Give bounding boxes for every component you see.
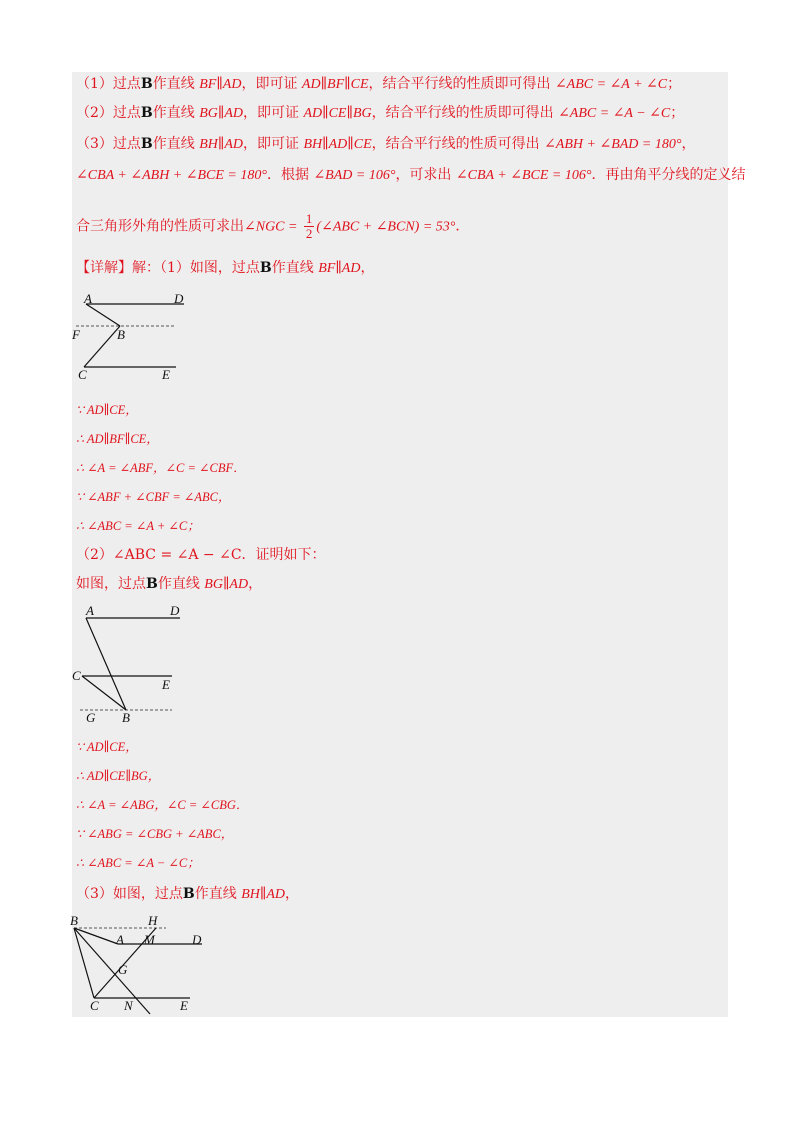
- label-H: H: [148, 913, 158, 928]
- s2-figure-intro: 如图，过点B作直线 BG∥AD，: [76, 576, 263, 592]
- analysis-line-3: （3）过点B作直线 BH∥AD，即可证 BH∥AD∥CE，结合平行线的性质可得出 ∠ABH + ∠BAD = 180°，: [76, 136, 696, 152]
- analysis-line-1: （1）过点B作直线 BF∥AD，即可证 AD∥BF∥CE，结合平行线的性质即可得出 ∠ABC = ∠A + ∠C；: [76, 76, 682, 92]
- analysis-line-5: 合三角形外角的性质可求出∠NGC = $\frac{1}{2}$ (∠ABC + ∠BCN) = 53°．: [76, 211, 470, 241]
- label-E: E: [162, 367, 170, 382]
- label-M: M: [144, 932, 155, 947]
- s2-heading: （2）∠ABC = ∠A − ∠C．证明如下：: [76, 547, 326, 563]
- s2-step-1: ∵ AD∥CE，: [76, 740, 138, 754]
- figure-3: [68, 912, 218, 1016]
- s1-step-3: ∴ ∠A = ∠ABF，∠C = ∠CBF．: [76, 461, 246, 475]
- label-C: C: [90, 998, 99, 1013]
- fraction-half: $\frac{1}{2}$: [305, 211, 313, 241]
- label-B: B: [70, 913, 78, 928]
- s1-step-5: ∴ ∠ABC = ∠A + ∠C；: [76, 519, 200, 533]
- label-D: D: [170, 603, 180, 618]
- detail-header: 【详解】解：（1）如图，过点B作直线 BF∥AD，: [76, 260, 375, 276]
- s2-step-3: ∴ ∠A = ∠ABG，∠C = ∠CBG．: [76, 798, 249, 812]
- label-E: E: [162, 677, 170, 692]
- label-G: G: [86, 710, 96, 725]
- label-A: A: [84, 292, 92, 306]
- label-E: E: [180, 998, 188, 1013]
- label-B: B: [117, 327, 125, 342]
- analysis-line-2: （2）过点B作直线 BG∥AD，即可证 AD∥CE∥BG，结合平行线的性质即可得出 ∠ABC = ∠A − ∠C；: [76, 105, 685, 121]
- s1-step-4: ∵ ∠ABF + ∠CBF = ∠ABC，: [76, 490, 231, 504]
- s3-heading: （3）如图，过点B作直线 BH∥AD，: [76, 886, 300, 902]
- label-C: C: [72, 668, 81, 683]
- label-B: B: [122, 710, 130, 725]
- label-A: A: [86, 603, 94, 618]
- figure-1: [68, 292, 198, 384]
- label-C: C: [78, 367, 87, 382]
- label-A: A: [116, 932, 124, 947]
- label-D: D: [174, 292, 184, 306]
- analysis-line-4: ∠CBA + ∠ABH + ∠BCE = 180°．根据 ∠BAD = 106°，可求出 ∠CBA + ∠BCE = 106°．再由角平分线的定义结: [76, 167, 746, 183]
- label-D: D: [192, 932, 202, 947]
- s1-step-2: ∴ AD∥BF∥CE，: [76, 432, 159, 446]
- s1-step-1: ∵ AD∥CE，: [76, 403, 138, 417]
- label-F: F: [72, 327, 80, 342]
- figure-2: [68, 600, 198, 728]
- label-G: G: [118, 962, 128, 977]
- s2-step-2: ∴ AD∥CE∥BG，: [76, 769, 161, 783]
- label-N: N: [124, 998, 133, 1013]
- s2-step-5: ∴ ∠ABC = ∠A − ∠C；: [76, 856, 200, 870]
- s2-step-4: ∵ ∠ABG = ∠CBG + ∠ABC，: [76, 827, 234, 841]
